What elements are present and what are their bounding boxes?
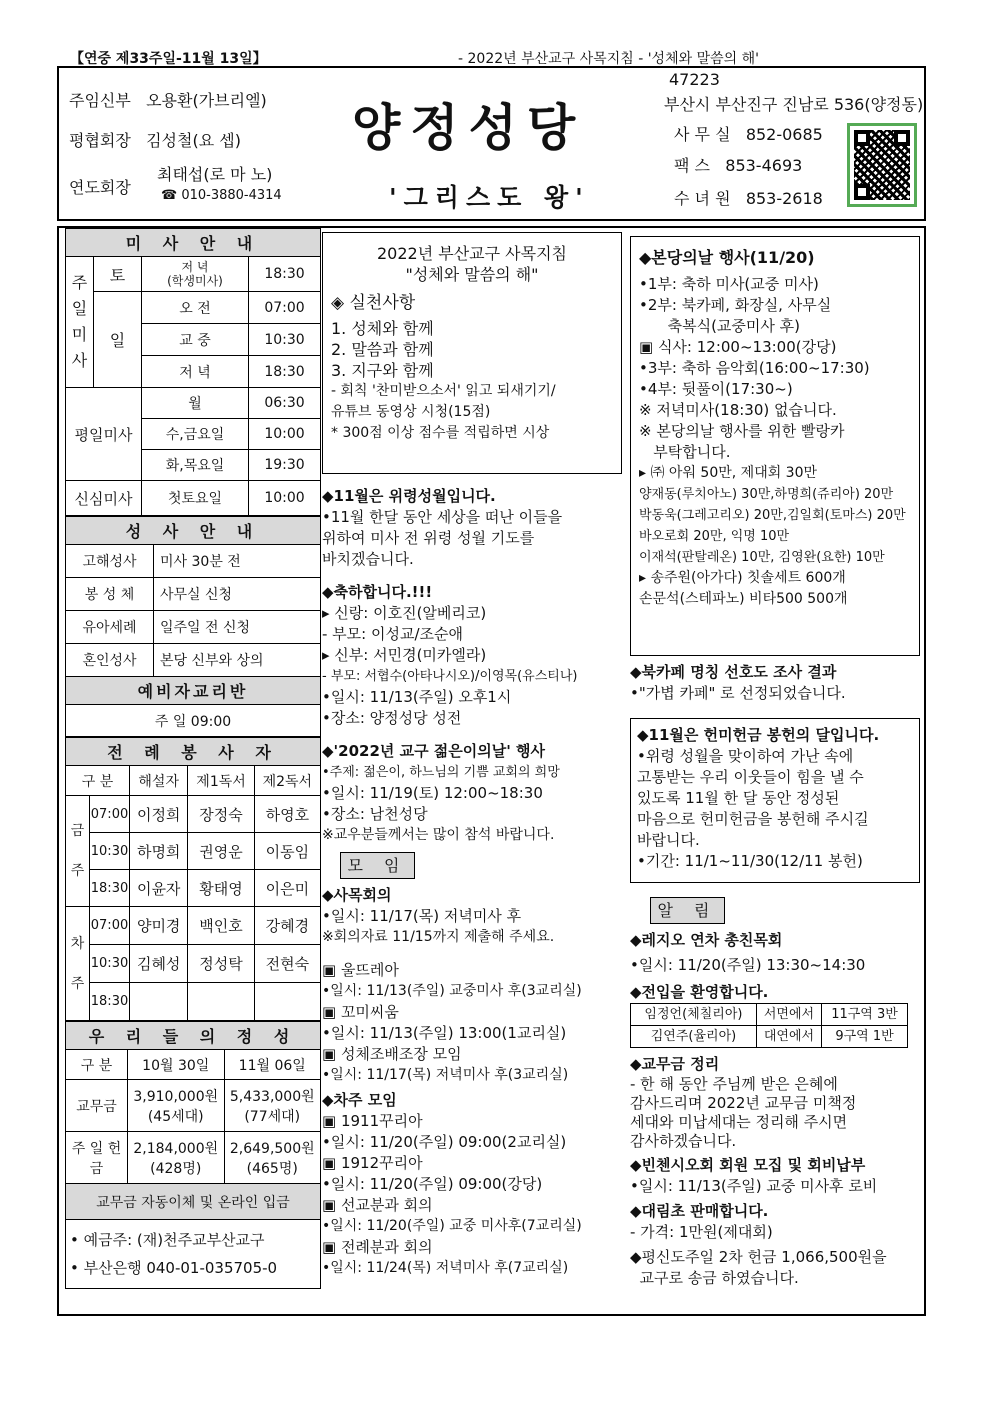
meeting-tag: 모 임 <box>340 852 415 879</box>
postcode: 47223 <box>669 70 720 89</box>
liturgy-header: 제2독서 <box>254 766 320 796</box>
leader-2: 평협회장 김성철(요 셉) <box>69 131 241 150</box>
section-title: ◆11월은 위령성월입니다. <box>322 487 496 505</box>
sat-time: 18:30 <box>249 257 321 292</box>
leader-3: 연도회장 <box>69 178 131 197</box>
section-line: 감사드리며 2022년 교무금 미책정 <box>630 1094 857 1112</box>
leader-1: 주임신부 오용환(가브리엘) <box>69 91 267 110</box>
section-line: 있도록 11월 한 달 동안 정성된 <box>637 789 840 807</box>
section-line: - 가격: 1만원(제대회) <box>630 1223 773 1241</box>
top-line <box>60 47 926 67</box>
section-line: •2부: 북카페, 화장실, 사무실 <box>639 296 832 314</box>
liturgy-time: 10:30 <box>90 833 130 870</box>
section-line: 위하여 미사 전 위령 성월 기도를 <box>322 529 535 547</box>
section-title: ◆축하합니다.!!! <box>322 583 433 601</box>
section-line: •일시: 11/20(주일) 09:00(강당) <box>322 1175 543 1193</box>
section-line: •"가볍 카페" 로 선정되었습니다. <box>630 684 846 702</box>
liturgy-title: 전 례 봉 사 자 <box>66 738 321 766</box>
offering-header: 10월 30일 <box>128 1050 225 1080</box>
header <box>57 66 926 221</box>
liturgy-cell: 이동임 <box>254 833 320 870</box>
section-line: 바오로회 20만, 익명 10만 <box>639 529 790 544</box>
section-line: ▣ 꼬미씨움 <box>322 1003 399 1021</box>
section-line: 이재석(판탈레온) 10만, 김영완(요한) 10만 <box>639 550 885 565</box>
section-title: ◆대림초 판매합니다. <box>630 1202 769 1220</box>
section-line: •일시: 11/17(목) 저녁미사 후(3교리실) <box>322 1067 569 1083</box>
section-line: - 부모: 서협수(아타나시오)/이영목(유스티나) <box>322 669 578 684</box>
section-line: •11월 한달 동안 세상을 떠난 이들을 <box>322 508 563 526</box>
section-title: ◆11월은 헌미헌금 봉헌의 달입니다. <box>637 726 880 744</box>
diocese-motto: - 2022년 부산교구 사목지침 - '성체와 말씀의 해' <box>458 51 759 67</box>
section-line: 부탁합니다. <box>639 443 731 461</box>
liturgy-cell: 장정숙 <box>188 796 254 833</box>
section-line: ▣ 선교분과 회의 <box>322 1196 433 1214</box>
qr-code-icon[interactable] <box>847 123 917 207</box>
section-title: ◆북카페 명칭 선호도 조사 결과 <box>630 663 837 681</box>
section-line: •일시: 11/13(주일) 교중미사 후(3교리실) <box>322 983 582 999</box>
section-line: 교구로 송금 하였습니다. <box>630 1269 799 1287</box>
liturgy-cell: 하명희 <box>130 833 188 870</box>
section-title: ◆빈첸시오회 회원 모집 및 회비납부 <box>630 1156 866 1174</box>
sacrament-name: 혼인성사 <box>66 644 154 677</box>
sun-label: 일 <box>94 292 142 388</box>
sacrament-info: 본당 신부와 상의 <box>154 644 321 677</box>
mass-table <box>65 228 321 516</box>
box-subtitle: "성체와 말씀의 해" <box>405 265 539 284</box>
middle-column <box>322 232 622 1279</box>
section-line: •일시: 11/13(주일) 교중 미사후 로비 <box>630 1177 878 1195</box>
mass-title: 미 사 안 내 <box>66 229 321 257</box>
section-line: 고통받는 우리 이웃들이 힘을 낼 수 <box>637 768 864 786</box>
catechumen-time: 주 일 09:00 <box>66 705 321 737</box>
weekday-day: 수,금요일 <box>142 419 249 450</box>
practice-item: 1. 성체와 함께 <box>331 319 434 338</box>
section-line: •일시: 11/13(주일) 오후1시 <box>322 688 512 706</box>
sun-slot: 오 전 <box>142 292 249 324</box>
section-line: - 부모: 이성교/조순애 <box>322 625 463 643</box>
liturgy-cell: 김혜성 <box>130 945 188 983</box>
section-line: •장소: 양정성당 성전 <box>322 709 462 727</box>
this-week-label: 금주 <box>66 796 90 907</box>
offering-value: 3,910,000원 (45세대) <box>128 1080 225 1132</box>
section-line: 마음으로 헌미헌금을 봉헌해 주시길 <box>637 810 869 828</box>
offering-header: 11월 06일 <box>224 1050 321 1080</box>
box-title: 2022년 부산교구 사목지침 <box>377 244 567 263</box>
section-line: 양재동(루치아노) 30만,하명희(쥬리아) 20만 <box>639 487 894 502</box>
liturgy-time: 07:00 <box>90 796 130 833</box>
practice-item: 3. 지구와 함께 <box>331 361 434 380</box>
parish-day-box <box>630 236 920 656</box>
leader-3-phone: ☎ 010-3880-4314 <box>161 188 282 203</box>
liturgy-cell: 이은미 <box>254 870 320 907</box>
liturgy-header: 해설자 <box>130 766 188 796</box>
alms-box <box>630 718 920 883</box>
section-line: 바랍니다. <box>637 831 700 849</box>
section-line: •장소: 남천성당 <box>322 805 428 823</box>
sun-time: 10:30 <box>249 324 321 356</box>
sacrament-info: 사무실 신청 <box>154 578 321 611</box>
weekday-day: 월 <box>142 388 249 419</box>
account-info: • 예금주: (재)천주교부산교구 • 부산은행 040-01-035705-0 <box>66 1220 321 1289</box>
practice-note: * 300점 이상 점수를 적립하면 시상 <box>331 425 550 441</box>
first-sat-time: 10:00 <box>249 481 321 516</box>
section-title: ◆본당의날 행사(11/20) <box>639 248 815 267</box>
welcome-table <box>630 1003 908 1048</box>
offering-value: 5,433,000원 (77세대) <box>224 1080 321 1132</box>
liturgy-cell <box>254 983 320 1021</box>
section-line: •1부: 축하 미사(교중 미사) <box>639 275 819 293</box>
parish-title: 양정성당 <box>352 99 586 157</box>
liturgy-time: 18:30 <box>90 870 130 907</box>
liturgy-cell <box>130 983 188 1021</box>
notice-tag: 알 림 <box>650 897 725 924</box>
section-line: - 한 해 동안 주님께 받은 은혜에 <box>630 1075 838 1093</box>
sacrament-name: 유아세례 <box>66 611 154 644</box>
catechumen-title: 예비자교리반 <box>66 677 321 705</box>
section-line: •3부: 축하 음악회(16:00~17:30) <box>639 359 870 377</box>
section-line: 손문석(스테파노) 비타500 500개 <box>639 591 848 607</box>
practice-note: 유튜브 동영상 시청(15점) <box>331 404 491 420</box>
section-line: •위령 성월을 맞이하여 가난 속에 <box>637 747 854 765</box>
liturgy-cell: 백인호 <box>188 907 254 945</box>
right-column <box>630 236 920 1289</box>
weekday-time: 10:00 <box>249 419 321 450</box>
welcome-cell: 김연주(율리아) <box>631 1026 757 1048</box>
leader-3-name: 최태섭(로 마 노) <box>157 165 273 184</box>
liturgy-cell: 전현숙 <box>254 945 320 983</box>
welcome-cell: 서면에서 <box>756 1004 821 1026</box>
first-sat-mass-label: 신심미사 <box>66 481 142 516</box>
section-line: •기간: 11/1~11/30(12/11 봉헌) <box>637 852 863 870</box>
welcome-cell: 대연에서 <box>756 1026 821 1048</box>
section-line: ▣ 울뜨레아 <box>322 961 399 979</box>
sacrament-table <box>65 516 321 737</box>
section-line: •일시: 11/19(토) 12:00~18:30 <box>322 784 543 802</box>
weekday-day: 화,목요일 <box>142 450 249 481</box>
first-sat-day: 첫토요일 <box>142 481 249 516</box>
section-line: ◆평신도주일 2차 헌금 1,066,500원을 <box>630 1248 887 1266</box>
sun-slot: 저 녁 <box>142 356 249 388</box>
sat-label: 토 <box>94 257 142 292</box>
weekday-time: 19:30 <box>249 450 321 481</box>
section-line: •주제: 젊은이, 하느님의 기쁨 교회의 희망 <box>322 765 560 780</box>
welcome-cell: 9구역 1반 <box>822 1026 908 1048</box>
sun-time: 07:00 <box>249 292 321 324</box>
section-line: ※회의자료 11/15까지 제출해 주세요. <box>322 929 555 945</box>
section-line: 박동욱(그레고리오) 20만,김일회(토마스) 20만 <box>639 508 906 523</box>
weekday-mass-label: 평일미사 <box>66 388 142 481</box>
section-line: •일시: 11/13(주일) 13:00(1교리실) <box>322 1024 567 1042</box>
contact-fax: 팩 스 853-4693 <box>674 156 803 175</box>
section-title: ◆'2022년 교구 젊은이의날' 행사 <box>322 742 546 760</box>
liturgy-cell: 이정희 <box>130 796 188 833</box>
section-line: ▣ 식사: 12:00~13:00(강당) <box>639 338 837 356</box>
offering-label: 주 일 헌 금 <box>66 1132 128 1184</box>
address: 부산시 부산진구 진남로 536(양정동) <box>664 95 924 114</box>
section-line: ※ 본당의날 행사를 위한 빨랑카 <box>639 422 845 440</box>
contact-convent: 수 녀 원 853-2618 <box>674 189 823 208</box>
section-line: ▣ 성체조배조장 모임 <box>322 1045 462 1063</box>
liturgy-cell: 하영호 <box>254 796 320 833</box>
liturgy-header: 제1독서 <box>188 766 254 796</box>
section-line: •일시: 11/20(주일) 09:00(2교리실) <box>322 1133 567 1151</box>
liturgy-cell: 양미경 <box>130 907 188 945</box>
liturgy-table <box>65 737 321 1021</box>
feast-subtitle: '그리스도 왕' <box>389 183 590 212</box>
sunday-mass-label: 주일미사 <box>66 257 94 388</box>
section-title: ◆교무금 정리 <box>630 1055 720 1073</box>
sat-time-label: 저 녁 (학생미사) <box>142 257 249 292</box>
section-title: ◆사목회의 <box>322 886 392 904</box>
section-line: •일시: 11/17(목) 저녁미사 후 <box>322 907 522 925</box>
left-column <box>65 228 321 1289</box>
section-line: ▣ 1912꾸리아 <box>322 1154 423 1172</box>
sun-time: 18:30 <box>249 356 321 388</box>
section-title: ◆레지오 연차 총친목회 <box>630 931 783 949</box>
liturgy-time: 10:30 <box>90 945 130 983</box>
pastoral-guideline-box <box>322 232 622 474</box>
section-line: 세대와 미납세대는 정리해 주시면 <box>630 1113 848 1131</box>
weekday-time: 06:30 <box>249 388 321 419</box>
section-line: •4부: 뒷풀이(17:30~) <box>639 380 793 398</box>
week-label: 【연중 제33주일-11월 13일】 <box>70 51 267 67</box>
liturgy-header: 구 분 <box>66 766 130 796</box>
sacrament-name: 봉 성 체 <box>66 578 154 611</box>
section-line: ▣ 전례분과 회의 <box>322 1238 433 1256</box>
sun-slot: 교 중 <box>142 324 249 356</box>
section-line: 축복식(교중미사 후) <box>639 317 801 335</box>
section-line: ※ 저녁미사(18:30) 없습니다. <box>639 401 837 419</box>
practice-item: 2. 말씀과 함께 <box>331 340 434 359</box>
liturgy-time: 18:30 <box>90 983 130 1021</box>
section-line: •일시: 11/20(주일) 교중 미사후(7교리실) <box>322 1218 582 1234</box>
offering-title: 우 리 들 의 정 성 <box>66 1022 321 1050</box>
offering-table <box>65 1021 321 1289</box>
sacrament-name: 고해성사 <box>66 545 154 578</box>
practice-note: - 회칙 '찬미받으소서' 읽고 되새기기/ <box>331 383 556 399</box>
section-line: ▸ 신랑: 이호진(알베리코) <box>322 604 487 622</box>
section-line: ▸ ㈜ 아워 50만, 제대회 30만 <box>639 465 818 481</box>
section-line: •일시: 11/20(주일) 13:30~14:30 <box>630 956 866 974</box>
offering-header: 구 분 <box>66 1050 128 1080</box>
next-week-label: 차주 <box>66 907 90 1021</box>
sacrament-info: 미사 30분 전 <box>154 545 321 578</box>
contact-office: 사 무 실 852-0685 <box>674 125 823 144</box>
liturgy-cell: 황태영 <box>188 870 254 907</box>
liturgy-time: 07:00 <box>90 907 130 945</box>
welcome-cell: 11구역 3반 <box>822 1004 908 1026</box>
section-line: 바치겠습니다. <box>322 550 414 568</box>
liturgy-cell: 권영운 <box>188 833 254 870</box>
sacrament-title: 성 사 안 내 <box>66 517 321 545</box>
offering-value: 2,184,000원 (428명) <box>128 1132 225 1184</box>
section-line: ▣ 1911꾸리아 <box>322 1112 423 1130</box>
section-line: ▸ 신부: 서민경(미카엘라) <box>322 646 487 664</box>
section-line: ▸ 송주원(아가다) 칫솔세트 600개 <box>639 570 846 586</box>
auto-transfer-title: 교무금 자동이체 및 온라인 입금 <box>66 1184 321 1220</box>
sacrament-info: 일주일 전 신청 <box>154 611 321 644</box>
liturgy-cell: 정성탁 <box>188 945 254 983</box>
liturgy-cell: 이윤자 <box>130 870 188 907</box>
offering-label: 교무금 <box>66 1080 128 1132</box>
section-title: ◆전입을 환영합니다. <box>630 983 769 1001</box>
section-title: ◆차주 모임 <box>322 1091 397 1109</box>
practice-heading: ◈ 실천사항 <box>331 293 416 313</box>
liturgy-cell: 강혜경 <box>254 907 320 945</box>
section-line: ※교우분들께서는 많이 참석 바랍니다. <box>322 827 555 843</box>
offering-value: 2,649,500원 (465명) <box>224 1132 321 1184</box>
liturgy-cell <box>188 983 254 1021</box>
section-line: •일시: 11/24(목) 저녁미사 후(7교리실) <box>322 1260 569 1276</box>
welcome-cell: 임정언(체칠리아) <box>631 1004 757 1026</box>
section-line: 감사하겠습니다. <box>630 1132 737 1150</box>
